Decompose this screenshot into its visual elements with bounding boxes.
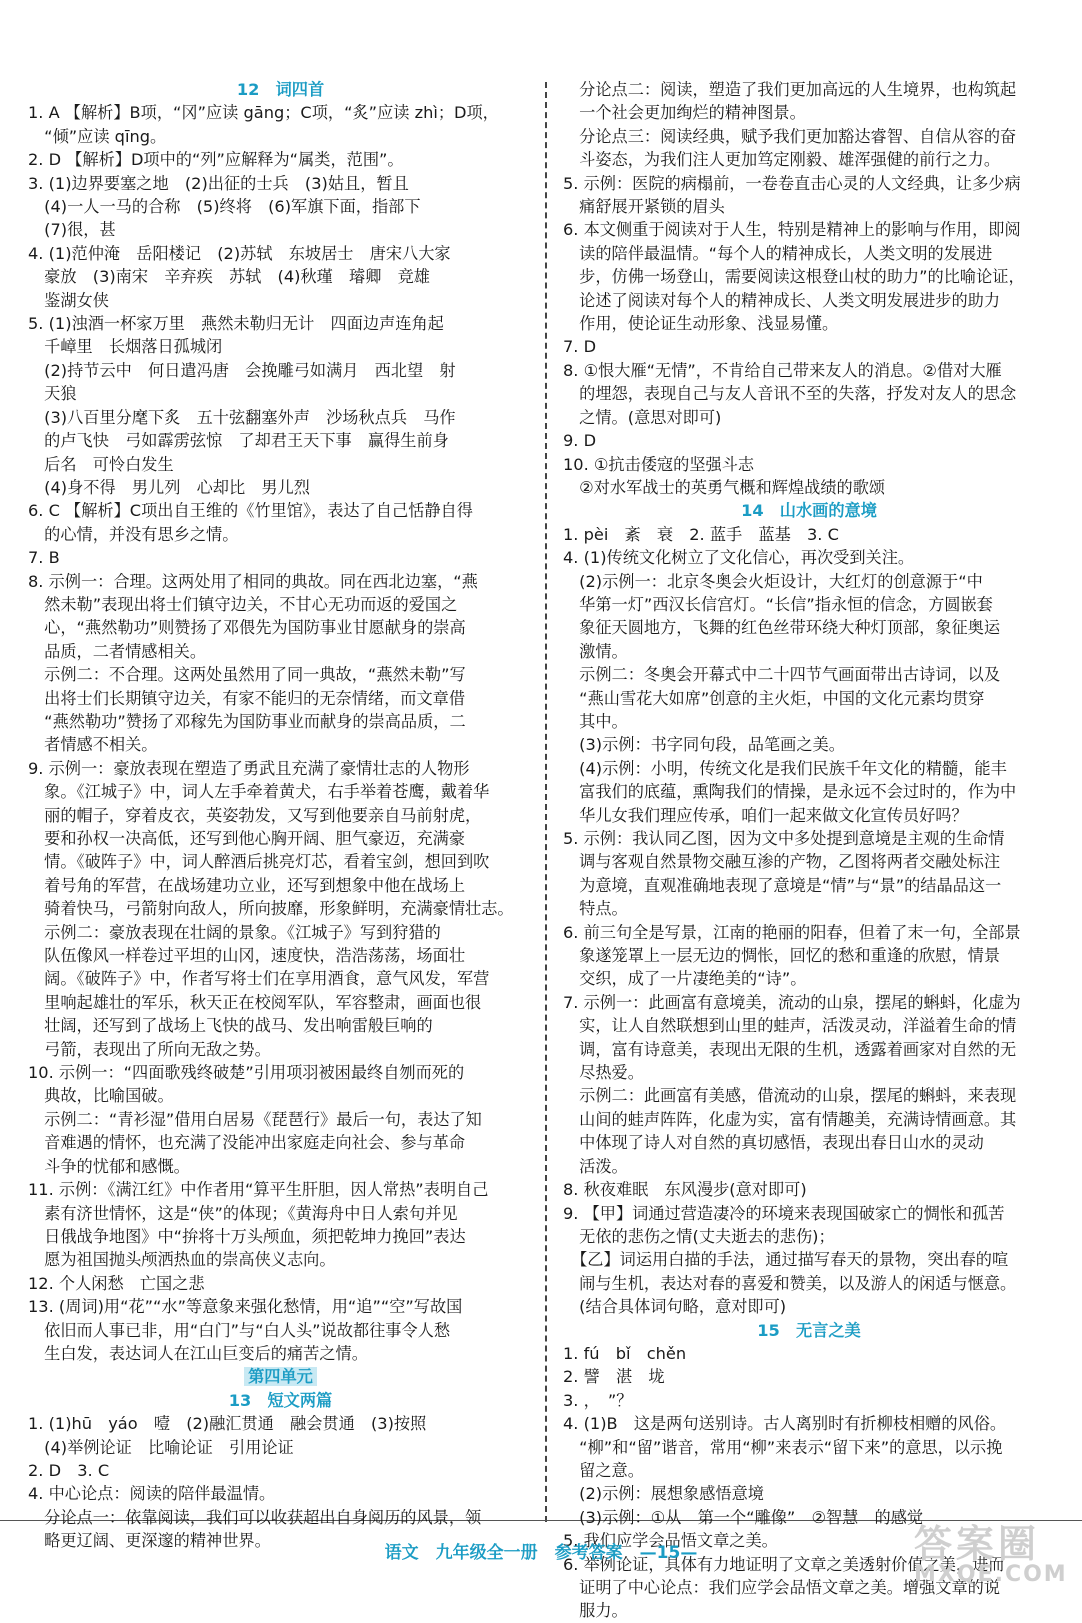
answer-line: 的埋怨，表现自己与友人音讯不至的失落，抒发对友人的思念 (563, 384, 1017, 404)
answer-line: 然未勒”表现出将士们镇守边关，不甘心无功而返的爱国之 (28, 594, 458, 614)
answer-line: 闹与生机，表达对春的喜爱和赞美，以及游人的闲适与惬意。 (563, 1273, 1017, 1293)
answer-line: 豪放 (3)南宋 辛弃疾 苏轼 (4)秋瑾 璿卿 竞雄 (28, 267, 430, 287)
answer-line: 中体现了诗人对自然的真切感悟，表现出春日山水的灵动 (563, 1133, 984, 1153)
answer-line: 无依的悲伤之情(丈夫逝去的悲伤)； (563, 1226, 835, 1246)
answer-line: 调与客观自然景物交融互渗的产物，乙图将两者交融处标注 (563, 852, 1001, 872)
answer-line: 分论点一：依靠阅读，我们可以收获超出自身阅历的风景，领 (28, 1507, 482, 1527)
answer-line: 为意境，直观准确地表现了意境是“情”与“景”的结晶品这一 (563, 875, 1002, 895)
answer-line: 鉴湖女侠 (28, 290, 109, 310)
answer-line: 一个社会更加绚烂的精神图景。 (563, 103, 806, 123)
section-heading: 13 短文两篇 (228, 1390, 333, 1410)
answer-line: 要和孙权一决高低，还写到他心胸开阔、胆气豪迈，充满豪 (28, 829, 466, 848)
answer-line: 11. 示例：《满江红》中作者用“算平生肝胆，因人常热”表明自己 (28, 1180, 489, 1200)
answer-line: 活泼。 (563, 1156, 628, 1176)
answer-line: 出将士们长期镇守边关，有家不能归的无奈情绪，而文章借 (28, 688, 466, 708)
answer-line: 日俄战争地图》中“拚将十万头颅血，须把乾坤力挽回”表达 (28, 1226, 466, 1246)
answer-line: 象遂笼罩上一层无边的惆怅，回忆的愁和重逢的欣慰，情景 (563, 946, 1001, 966)
answer-line: 示例二：冬奥会开幕式中二十四节气画面带出古诗词，以及 (563, 665, 1001, 685)
answer-line: (4)举例论证 比喻论证 引用论证 (28, 1437, 294, 1457)
watermark-url: MXQE.COM (914, 1562, 1068, 1587)
answer-line: 心，“燕然勒功”则赞扬了邓偎先为国防事业甘愿献身的崇高 (28, 618, 466, 638)
section-heading: 12 词四首 (236, 80, 325, 99)
answer-line: 略更辽阔、更深邃的精神世界。 (28, 1531, 271, 1551)
answer-line: 1. A 【解析】B项，“冈”应读 gāng；C项，“炙”应读 zhì；D项， (28, 103, 499, 123)
answer-line: 服力。 (563, 1601, 628, 1621)
answer-line: 情。《破阵子》中，词人醉酒后挑亮灯芯，看着宝剑，想回到吹 (28, 852, 490, 872)
answer-line: 的卢飞快 弓如霹雳弦惊 了却君王天下事 赢得生前身 (28, 431, 449, 451)
answer-line: (3)八百里分麾下炙 五十弦翻塞外声 沙场秋点兵 马作 (28, 407, 456, 427)
answer-line: 丽的帽子，穿着皮衣，英姿勃发，又写到他要亲自马前射虎， (28, 805, 482, 825)
right-column (563, 78, 1068, 1623)
answer-line: 5. 示例：我认同乙图，因为文中多处提到意境是主观的生命情 (563, 829, 1005, 848)
answer-line: 象。《江城子》中，词人左手牵着黄犬，右手举着苍鹰，戴着华 (28, 782, 490, 802)
answer-line: (2)示例：展想象感悟意境 (563, 1484, 764, 1504)
answer-line: 12. 个人闲愁 亡国之悲 (28, 1273, 205, 1293)
answer-line: 实，让人自然联想到山里的蛙声，活泼灵动，洋溢着生命的情 (563, 1016, 1017, 1036)
answer-line: 13. (周词)用“花”“水”等意象来强化愁情，用“追”“空”写故国 (28, 1297, 463, 1317)
answer-line: 典故，比喻国破。 (28, 1086, 174, 1106)
answer-line: 队伍像风一样卷过平坦的山冈，速度快，浩浩荡荡，场面壮 (28, 946, 466, 966)
answer-line: “燕然勒功”赞扬了邓稼先为国防事业而献身的崇高品质，二 (28, 711, 466, 731)
answer-line: 2. 譬 湛 垅 (563, 1367, 665, 1387)
answer-line: 6. 本文侧重于阅读对于人生，特别是精神上的影响与作用，即阅 (563, 220, 1021, 240)
answer-line: 千嶂里 长烟落日孤城闭 (28, 337, 223, 357)
answer-line: 示例二：此画富有美感，借流动的山泉，摆尾的蝌蚪，来表现 (563, 1086, 1017, 1106)
answer-line: 步，仿佛一场登山，需要阅读这根登山杖的助力”的比喻论证， (563, 267, 1025, 287)
answer-line: 4. (1)传统文化树立了文化信心，再次受到关注。 (563, 548, 915, 568)
answer-line: 4. (1)B 这是两句送别诗。古人离别时有折柳枝相赠的风俗。 (563, 1414, 1007, 1434)
answer-line: 分论点二：阅读，塑造了我们更加高远的人生境界，也构筑起 (563, 80, 1017, 99)
answer-line: 8. 秋夜难眠 东风漫步(意对即可) (563, 1180, 807, 1200)
answer-line: 【乙】词运用白描的手法，通过描写春天的景物，突出春的喧 (563, 1250, 1009, 1270)
answer-line: 2. D 【解析】D项中的“列”应解释为“属类，范围”。 (28, 150, 404, 170)
answer-line: 9. 【甲】词通过营造凄冷的环境来表现国破家亡的惆怅和孤苦 (563, 1203, 1005, 1223)
answer-line: 调，富有诗意美，表现出无限的生机，透露着画家对自然的无 (563, 1039, 1017, 1059)
answer-line: 示例二：“青衫湿”借用白居易《琵琶行》最后一句，表达了知 (28, 1109, 482, 1129)
watermark-title: 答案圈 (914, 1522, 1041, 1566)
answer-line: 的心情，并没有思乡之情。 (28, 524, 239, 544)
answer-line: 华儿女我们理应传承，咱们一起来做文化宣传员好吗？ (563, 805, 968, 825)
answer-line: 其中。 (563, 711, 628, 731)
answer-line: 9. 示例一：豪放表现在塑造了勇武且充满了豪情壮志的人物形 (28, 758, 470, 778)
answer-line: 6. C 【解析】C项出自王维的《竹里馆》，表达了自己恬静自得 (28, 501, 473, 521)
answer-line: 壮阔，还写到了战场上飞快的战马、发出响雷般巨响的 (28, 1016, 433, 1036)
answer-line: 弓箭，表现出了所向无敌之势。 (28, 1039, 271, 1059)
answer-line: 生白发，表达词人在江山巨变后的痛苦之情。 (28, 1343, 368, 1363)
answer-line: 激情。 (563, 641, 628, 661)
answer-line: (3)示例：①从 第一个“雕像” ②智慧 的感觉 (563, 1507, 924, 1527)
answer-line: 4. (1)范仲淹 岳阳楼记 (2)苏轼 东坡居士 唐宋八大家 (28, 243, 451, 263)
answer-line: (2)示例一：北京冬奥会火炬设计，大红灯的创意源于“中 (563, 571, 983, 591)
answer-line: (4)一人一马的合称 (5)终将 (6)军旗下面，指部下 (28, 197, 421, 217)
answer-line: (7)很，甚 (28, 220, 116, 240)
answer-line: 特点。 (563, 899, 628, 919)
answer-line: 留之意。 (563, 1460, 644, 1480)
answer-line: 象征天圆地方，飞舞的红色丝带环绕大种灯顶部，象征奥运 (563, 618, 1001, 638)
answer-line: 痛舒展开紧锁的眉头 (563, 197, 725, 217)
answer-line: 7. B (28, 548, 60, 568)
answer-line: (结合具体词句略，意对即可) (563, 1297, 787, 1317)
answer-line: “倾”应读 qīng。 (28, 126, 167, 146)
answer-line: 者情感不相关。 (28, 735, 158, 755)
answer-line: 品质，二者情感相关。 (28, 641, 207, 661)
answer-line: 8. ①恨大雁“无情”，不肯给自己带来友人的消息。②借对大雁 (563, 360, 1002, 380)
answer-line: 斗争的忧郁和感慨。 (28, 1156, 190, 1176)
answer-line: 10. ①抗击倭寇的坚强斗志 (563, 454, 755, 474)
answer-line: (2)持节云中 何日遣冯唐 会挽雕弓如满月 西北望 射 (28, 360, 456, 380)
answer-line: 斗姿态，为我们注人更加笃定刚毅、雄浑强健的前行之力。 (563, 150, 1001, 170)
answer-line: (4)示例：小明，传统文化是我们民族千年文化的精髓，能丰 (563, 758, 1007, 778)
answer-line: 8. 示例一：合理。这两处用了相同的典故。同在西北边塞，“燕 (28, 571, 478, 591)
answer-line: 示例二：不合理。这两处虽然用了同一典故，“燕然未勒”写 (28, 665, 466, 685)
answer-line: 愿为祖国抛头颅洒热血的崇高侠义志向。 (28, 1250, 336, 1270)
answer-line: 示例二：豪放表现在壮阔的景象。《江城子》写到狩猎的 (28, 922, 441, 942)
answer-line: 10. 示例一：“四面歌残终破楚”引用项羽被困最终自刎而死的 (28, 1063, 465, 1083)
column-divider (545, 82, 547, 1522)
answer-line: (3)示例：书字同句段，品笔画之美。 (563, 735, 845, 755)
answer-line: 音难遇的情怀，也充满了没能冲出家庭走向社会、参与革命 (28, 1133, 466, 1153)
answer-line: 分论点三：阅读经典，赋予我们更加豁达睿智、自信从容的奋 (563, 126, 1017, 146)
answer-line: 1. fú bǐ chěn (563, 1343, 687, 1363)
answer-line: 5. 我们应学会品悟文章之美。 (563, 1531, 778, 1551)
answer-line: “燕山雪花大如席”创意的主火炬，中国的文化元素均贯穿 (563, 688, 985, 708)
answer-line: 7. 示例一：此画富有意境美，流动的山泉，摆尾的蝌蚪，化虚为 (563, 992, 1021, 1012)
answer-line: 尽热爱。 (563, 1063, 644, 1083)
answer-line: 素有济世情怀，这是“侠”的体现；《黄海舟中日人索句并见 (28, 1203, 458, 1223)
answer-line: 读的陪伴最温情。“每个人的精神成长，人类文明的发展进 (563, 243, 993, 263)
answer-line: 着号角的军营，在战场建功立业，还写到想象中他在战场上 (28, 875, 466, 895)
left-column (28, 78, 533, 1553)
unit-heading (28, 1365, 533, 1388)
section-heading: 14 山水画的意境 (741, 501, 877, 521)
answer-line: 天狼 (28, 384, 77, 404)
answer-line: 证明了中心论点：我们应学会品悟文章之美。增强文章的说 (563, 1578, 1001, 1597)
answer-line: 5. (1)浊酒一杯家万里 燕然未勒归无计 四面边声连角起 (28, 314, 444, 334)
answer-line: 4. 中心论点：阅读的陪伴最温情。 (28, 1484, 276, 1504)
answer-line: 之情。(意思对即可) (563, 407, 722, 427)
answer-line: 作用，使论证生动形象、浅显易懂。 (563, 314, 839, 334)
answer-line: 9. D (563, 431, 597, 451)
answer-line: 7. D (563, 337, 597, 357)
page-footer: 语文 九年级全一册 参考答案 —15— (384, 1543, 698, 1563)
answer-line: 华第一灯”西汉长信宫灯。“长信”指永恒的信念，方圆嵌套 (563, 594, 993, 614)
answer-line: (4)身不得 男儿列 心却比 男儿烈 (28, 477, 310, 497)
answer-line: 1. pèi 紊 衰 2. 蓝手 蓝基 3. C (563, 524, 839, 544)
answer-line: 5. 示例：医院的病榻前，一卷卷直击心灵的人文经典，让多少病 (563, 173, 1021, 193)
watermark-logo (914, 1522, 1068, 1587)
answer-line: 里响起雄壮的军乐，秋天正在校阅军队，军容整肃，画面也很 (28, 992, 482, 1012)
answer-line: 论述了阅读对每个人的精神成长、人类文明发展进步的助力 (563, 290, 1001, 310)
answer-line: 山间的蛙声阵阵，化虚为实，富有情趣美，充满诗情画意。其 (563, 1109, 1017, 1129)
answer-line: 富我们的底蕴，熏陶我们的情操，是永远不会过时的，作为中 (563, 782, 1017, 802)
answer-line: 6. 举例论证，具体有力地证明了文章之美透射价值之美，进而 (563, 1554, 1005, 1574)
answer-line: 2. D 3. C (28, 1460, 110, 1480)
answer-line: 骑着快马，弓箭射向敌人，所向披靡，形象鲜明，充满豪情壮志。 (28, 899, 514, 919)
answer-line: 3. (1)边界要塞之地 (2)出征的士兵 (3)姑且，暂且 (28, 173, 409, 193)
answer-line: 1. (1)hū yáo 噎 (2)融汇贯通 融会贯通 (3)按照 (28, 1414, 427, 1434)
unit-heading-text: 第四单元 (244, 1367, 317, 1386)
answer-line: 交织，成了一片凄绝美的“诗”。 (563, 969, 807, 989)
answer-line: 3. ， ”？ (563, 1390, 633, 1410)
answer-line: “柳”和“留”谐音，常用“柳”来表示“留下来”的意思，以示挽 (563, 1437, 1003, 1457)
section-heading: 15 无言之美 (757, 1320, 861, 1340)
answer-line: 依旧而人事已非，用“白门”与“白人头”说故都往事令人愁 (28, 1320, 451, 1340)
answer-line: 6. 前三句全是写景，江南的艳丽的阳春，但着了末一句，全部景 (563, 922, 1021, 942)
answer-line: 阔。《破阵子》中，作者写将士们在享用酒食，意气风发，军营 (28, 969, 490, 989)
answer-line: ②对水军战士的英勇气概和辉煌战绩的歌颂 (563, 477, 886, 497)
answer-line: 后名 可怜白发生 (28, 454, 174, 474)
